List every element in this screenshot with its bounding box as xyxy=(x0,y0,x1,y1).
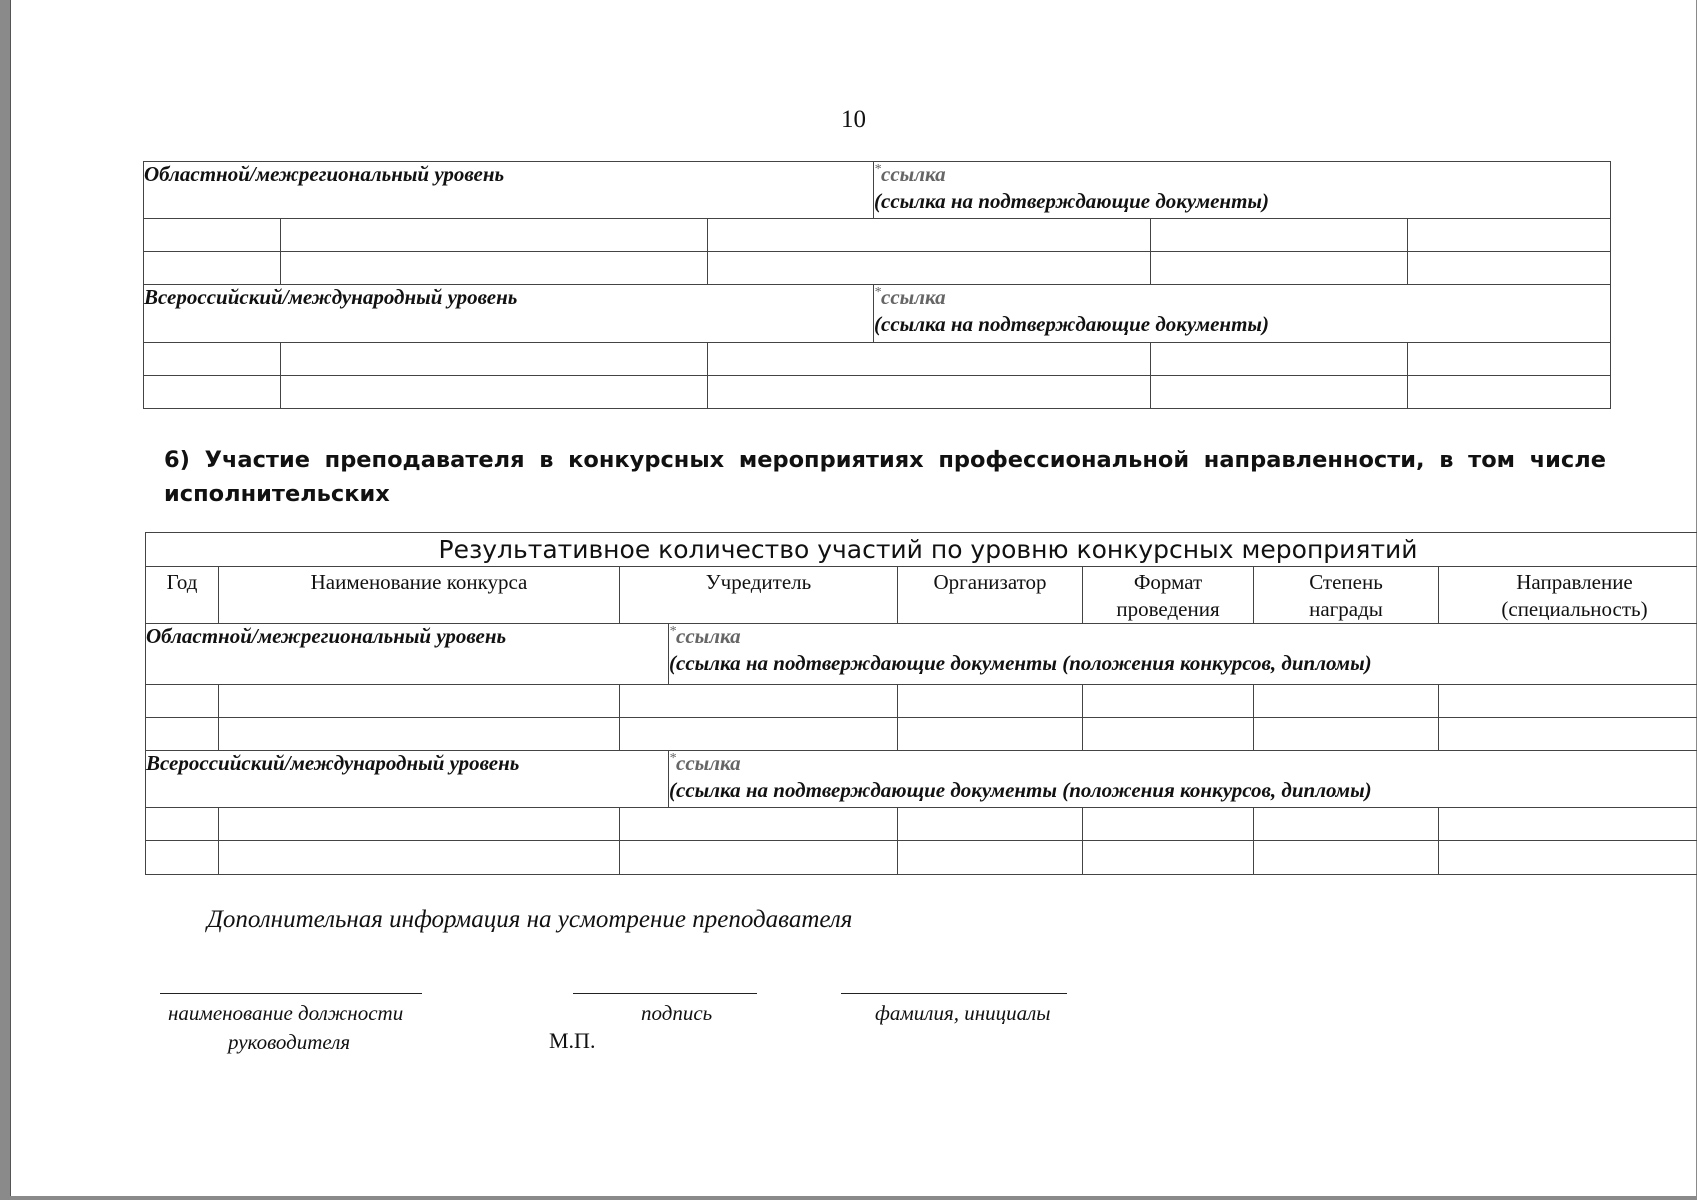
table-cell[interactable] xyxy=(144,376,281,409)
section-heading-continuation: исполнительских xyxy=(164,481,390,507)
table-cell[interactable] xyxy=(898,841,1083,875)
level-row-national xyxy=(144,285,1611,343)
column-header-organizer: Организатор xyxy=(898,567,1083,624)
table-row xyxy=(146,685,1697,718)
table-cell[interactable] xyxy=(281,343,708,376)
table-cell[interactable] xyxy=(1151,376,1408,409)
section-heading: 6) Участие преподавателя в конкурсных мероприятиях профессиональной направленности, в том числе xyxy=(164,447,1606,473)
competitions-table xyxy=(145,532,1697,875)
documents-link-cell[interactable] xyxy=(669,751,1697,808)
table-cell[interactable] xyxy=(620,685,898,718)
documents-link[interactable]: ссылка xyxy=(881,162,946,186)
table-cell[interactable] xyxy=(1151,252,1408,285)
table-cell[interactable] xyxy=(898,685,1083,718)
level-label: Областной/межрегиональный уровень xyxy=(144,162,874,219)
table-cell[interactable] xyxy=(620,718,898,751)
link-description: (ссылка на подтверждающие документы (положения конкурсов, дипломы) xyxy=(669,651,1372,675)
table-cell[interactable] xyxy=(219,841,620,875)
documents-link[interactable]: ссылка xyxy=(881,285,946,309)
column-header-year: Год xyxy=(146,567,219,624)
table-cell[interactable] xyxy=(1439,718,1697,751)
table-cell[interactable] xyxy=(146,808,219,841)
column-header-format: Формат проведения xyxy=(1083,567,1254,624)
column-header-award-degree: Степень награды xyxy=(1254,567,1439,624)
table-cell[interactable] xyxy=(1439,685,1697,718)
position-label-continuation: руководителя xyxy=(228,1030,351,1054)
link-description: (ссылка на подтверждающие документы) xyxy=(874,189,1269,213)
table-cell[interactable] xyxy=(281,376,708,409)
documents-link-cell[interactable] xyxy=(669,624,1697,685)
table-cell[interactable] xyxy=(219,808,620,841)
document-page xyxy=(10,0,1696,1196)
documents-link[interactable]: ссылка xyxy=(676,624,741,648)
table-cell[interactable] xyxy=(620,841,898,875)
table-cell[interactable] xyxy=(1083,808,1254,841)
table-cell[interactable] xyxy=(1254,718,1439,751)
position-signature-line xyxy=(160,993,422,994)
level-row-regional xyxy=(146,624,1697,685)
asterisk-icon: * xyxy=(874,285,882,300)
table-cell[interactable] xyxy=(708,343,1151,376)
level-row-regional xyxy=(144,162,1611,219)
level-label: Всероссийский/международный уровень xyxy=(146,751,669,808)
table-cell[interactable] xyxy=(1408,343,1611,376)
column-header-founder: Учредитель xyxy=(620,567,898,624)
documents-link-cell[interactable] xyxy=(874,285,1611,343)
asterisk-icon: * xyxy=(669,624,676,639)
header-row xyxy=(146,567,1697,624)
stamp-placeholder: М.П. xyxy=(549,1028,596,1053)
signature-label: подпись xyxy=(641,1001,713,1025)
table-cell[interactable] xyxy=(1151,343,1408,376)
table-cell[interactable] xyxy=(1083,685,1254,718)
table-cell[interactable] xyxy=(219,685,620,718)
table-caption: Результативное количество участий по уровню конкурсных мероприятий xyxy=(146,533,1697,567)
signature-line xyxy=(573,993,757,994)
level-label: Всероссийский/международный уровень xyxy=(144,285,874,343)
table-cell[interactable] xyxy=(281,219,708,252)
table-cell[interactable] xyxy=(146,685,219,718)
table-cell[interactable] xyxy=(144,343,281,376)
table-cell[interactable] xyxy=(898,718,1083,751)
asterisk-icon: * xyxy=(874,162,882,177)
table-cell[interactable] xyxy=(1439,808,1697,841)
table-cell[interactable] xyxy=(1408,376,1611,409)
link-description: (ссылка на подтверждающие документы) xyxy=(874,312,1269,336)
table-cell[interactable] xyxy=(1254,808,1439,841)
level-row-national xyxy=(146,751,1697,808)
table-cell[interactable] xyxy=(708,219,1151,252)
table-cell[interactable] xyxy=(1083,841,1254,875)
table-row xyxy=(144,219,1611,252)
table-cell[interactable] xyxy=(1439,841,1697,875)
achievements-table xyxy=(143,161,1611,409)
table-row xyxy=(146,718,1697,751)
table-cell[interactable] xyxy=(1254,685,1439,718)
table-cell[interactable] xyxy=(620,808,898,841)
level-label: Областной/межрегиональный уровень xyxy=(146,624,669,685)
documents-link[interactable]: ссылка xyxy=(676,751,741,775)
table-cell[interactable] xyxy=(898,808,1083,841)
table-cell[interactable] xyxy=(1408,219,1611,252)
column-header-contest-name: Наименование конкурса xyxy=(219,567,620,624)
table-cell[interactable] xyxy=(708,376,1151,409)
table-cell[interactable] xyxy=(144,252,281,285)
table-row xyxy=(146,808,1697,841)
table-cell[interactable] xyxy=(146,718,219,751)
column-header-specialty: Направление (специальность) xyxy=(1439,567,1697,624)
link-description: (ссылка на подтверждающие документы (положения конкурсов, дипломы) xyxy=(669,778,1372,802)
position-label: наименование должности xyxy=(168,1001,404,1025)
table-cell[interactable] xyxy=(281,252,708,285)
page-number: 10 xyxy=(841,106,866,133)
table-cell[interactable] xyxy=(219,718,620,751)
documents-link-cell[interactable] xyxy=(874,162,1611,219)
additional-info-text: Дополнительная информация на усмотрение преподавателя xyxy=(207,906,853,933)
table-cell[interactable] xyxy=(1254,841,1439,875)
table-cell[interactable] xyxy=(1408,252,1611,285)
table-row xyxy=(146,841,1697,875)
table-row xyxy=(144,343,1611,376)
name-label: фамилия, инициалы xyxy=(875,1001,1051,1025)
table-cell[interactable] xyxy=(708,252,1151,285)
table-cell[interactable] xyxy=(1083,718,1254,751)
table-cell[interactable] xyxy=(1151,219,1408,252)
table-row xyxy=(144,376,1611,409)
table-cell[interactable] xyxy=(146,841,219,875)
table-cell[interactable] xyxy=(144,219,281,252)
table-row xyxy=(144,252,1611,285)
asterisk-icon: * xyxy=(669,751,676,766)
name-signature-line xyxy=(841,993,1067,994)
